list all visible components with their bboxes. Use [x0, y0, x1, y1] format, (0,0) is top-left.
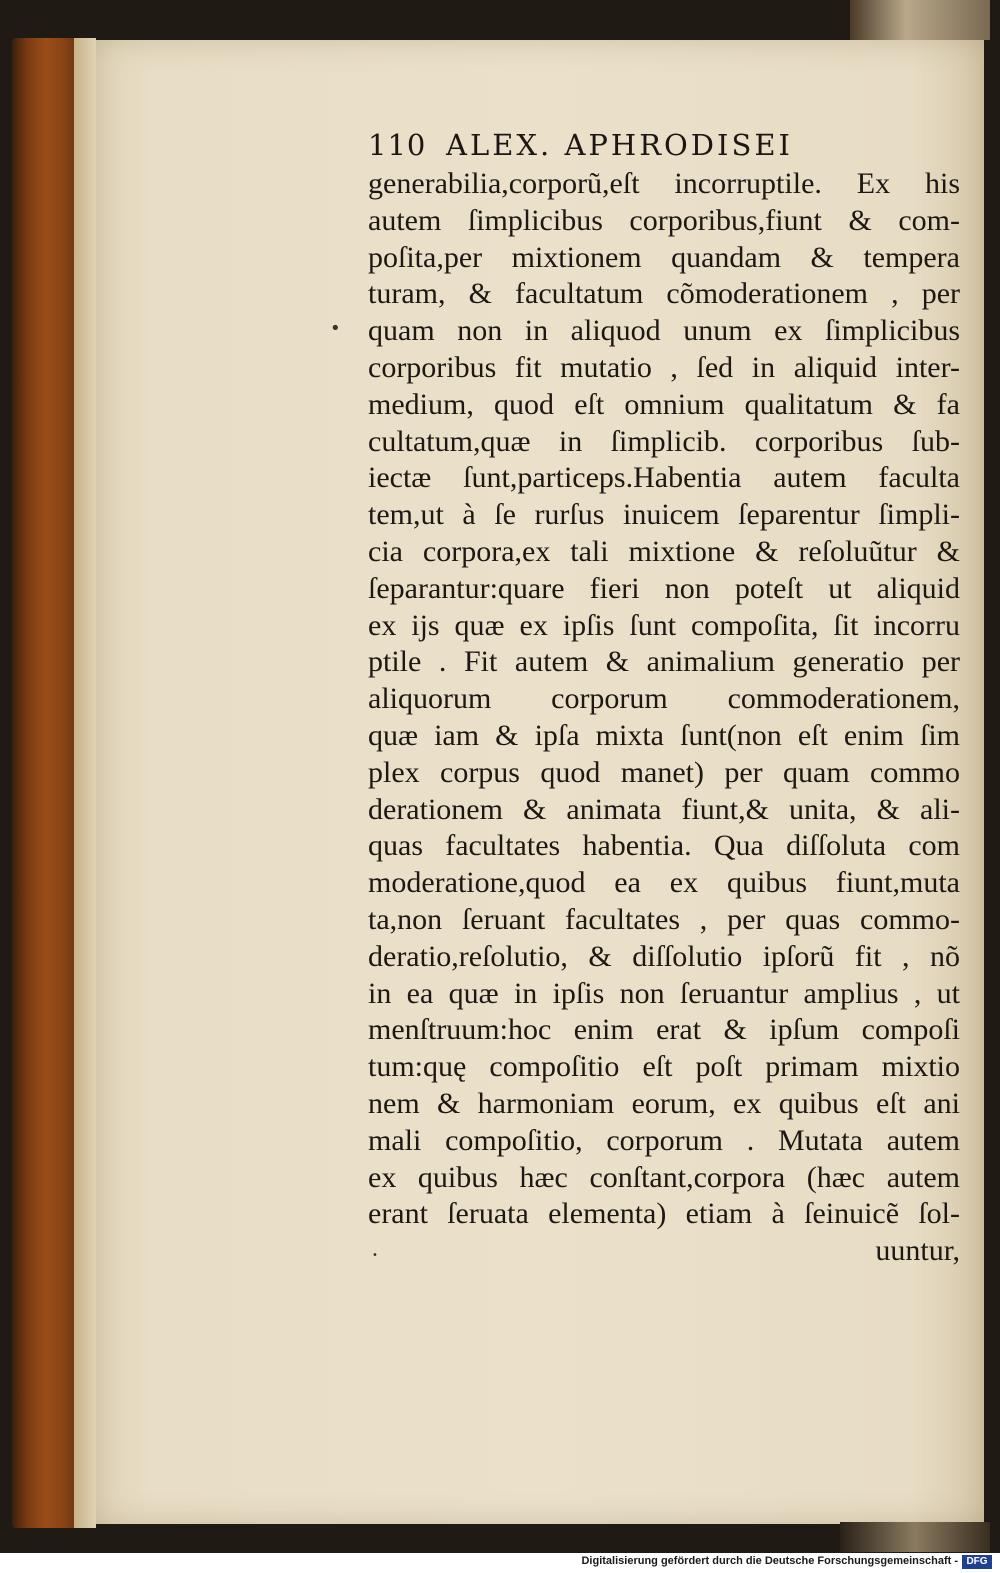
text-line: plex corpus quod manet) per quam commo [368, 755, 960, 789]
text-line: erant ſeruata elementa) etiam à ſeinuicẽ ſol- [368, 1197, 960, 1231]
text-line: cia corpora,ex tali mixtione & reſoluũtur & [368, 534, 960, 568]
text-line: mali compoſitio, corporum . Mutata autem [368, 1123, 960, 1157]
adjacent-page-corner-top [850, 0, 990, 40]
page-block-edge [12, 38, 96, 1528]
running-title: ALEX. APHRODISEI [446, 128, 794, 162]
text-line: ex quibus hæc conſtant,corpora (hæc autem [368, 1160, 960, 1194]
text-line: derationem & animata fiunt,& unita, & ali- [368, 792, 960, 826]
text-line: quæ iam & ipſa mixta ſunt(non eſt enim ſim [368, 718, 960, 752]
text-line: poſita,per mixtionem quandam & tempera [368, 240, 960, 274]
text-line: generabilia,corporũ,eſt incorruptile. Ex his [368, 167, 960, 200]
text-line: quam non in aliquod unum ex ſimplicibus [368, 314, 960, 348]
adjacent-page-corner-bottom [840, 1522, 990, 1552]
text-line: ſeparantur:quare fieri non poteſt ut aliquid [368, 571, 960, 605]
text-line: deratio,reſolutio, & diſſolutio ipſorũ fit , nõ [368, 939, 960, 973]
text-line: cultatum,quæ in ſimplicib. corporibus ſub- [368, 424, 960, 458]
text-line: nem & harmoniam eorum, ex quibus eſt ani [368, 1086, 960, 1120]
text-line: turam, & facultatum cõmoderationem , per [368, 277, 960, 311]
catchword: uuntur, [875, 1234, 960, 1268]
running-head [368, 128, 958, 162]
body-text [368, 166, 960, 1270]
text-line: iectæ ſunt,particeps.Habentia autem faculta [368, 461, 960, 495]
text-line: aliquorum corporum commoderationem, [368, 682, 960, 716]
text-line: ptile . Fit autem & animalium generatio per [368, 645, 960, 679]
text-line: autem ſimplicibus corporibus,fiunt & com- [368, 203, 960, 237]
text-line: tum:quę compoſitio eſt poſt primam mixtio [368, 1050, 960, 1084]
text-line: tem,ut à ſe rurſus inuicem ſeparentur ſimpli- [368, 498, 960, 532]
text-line: moderatione,quod ea ex quibus fiunt,muta [368, 866, 960, 900]
text-line: medium, quod eſt omnium qualitatum & fa [368, 387, 960, 421]
margin-speck: • [372, 1250, 378, 1261]
text-line: ex ijs quæ ex ipſis ſunt compoſita, ſit incorru [368, 608, 960, 642]
text-line: menſtruum:hoc enim erat & ipſum compoſi [368, 1013, 960, 1047]
funding-note: Digitalisierung gefördert durch die Deutsche Forschungsgemeinschaft - [581, 1555, 958, 1567]
text-line: corporibus fit mutatio , ſed in aliquid inter- [368, 350, 960, 384]
dfg-logo: DFG [962, 1555, 992, 1569]
margin-speck: • [330, 318, 341, 339]
text-line: quas facultates habentia. Qua diſſoluta com [368, 829, 960, 863]
text-line: ta,non ſeruant facultates , per quas commo- [368, 902, 960, 936]
text-line: in ea quæ in ipſis non ſeruantur amplius , ut [368, 976, 960, 1010]
page-number: 110 [368, 128, 427, 162]
